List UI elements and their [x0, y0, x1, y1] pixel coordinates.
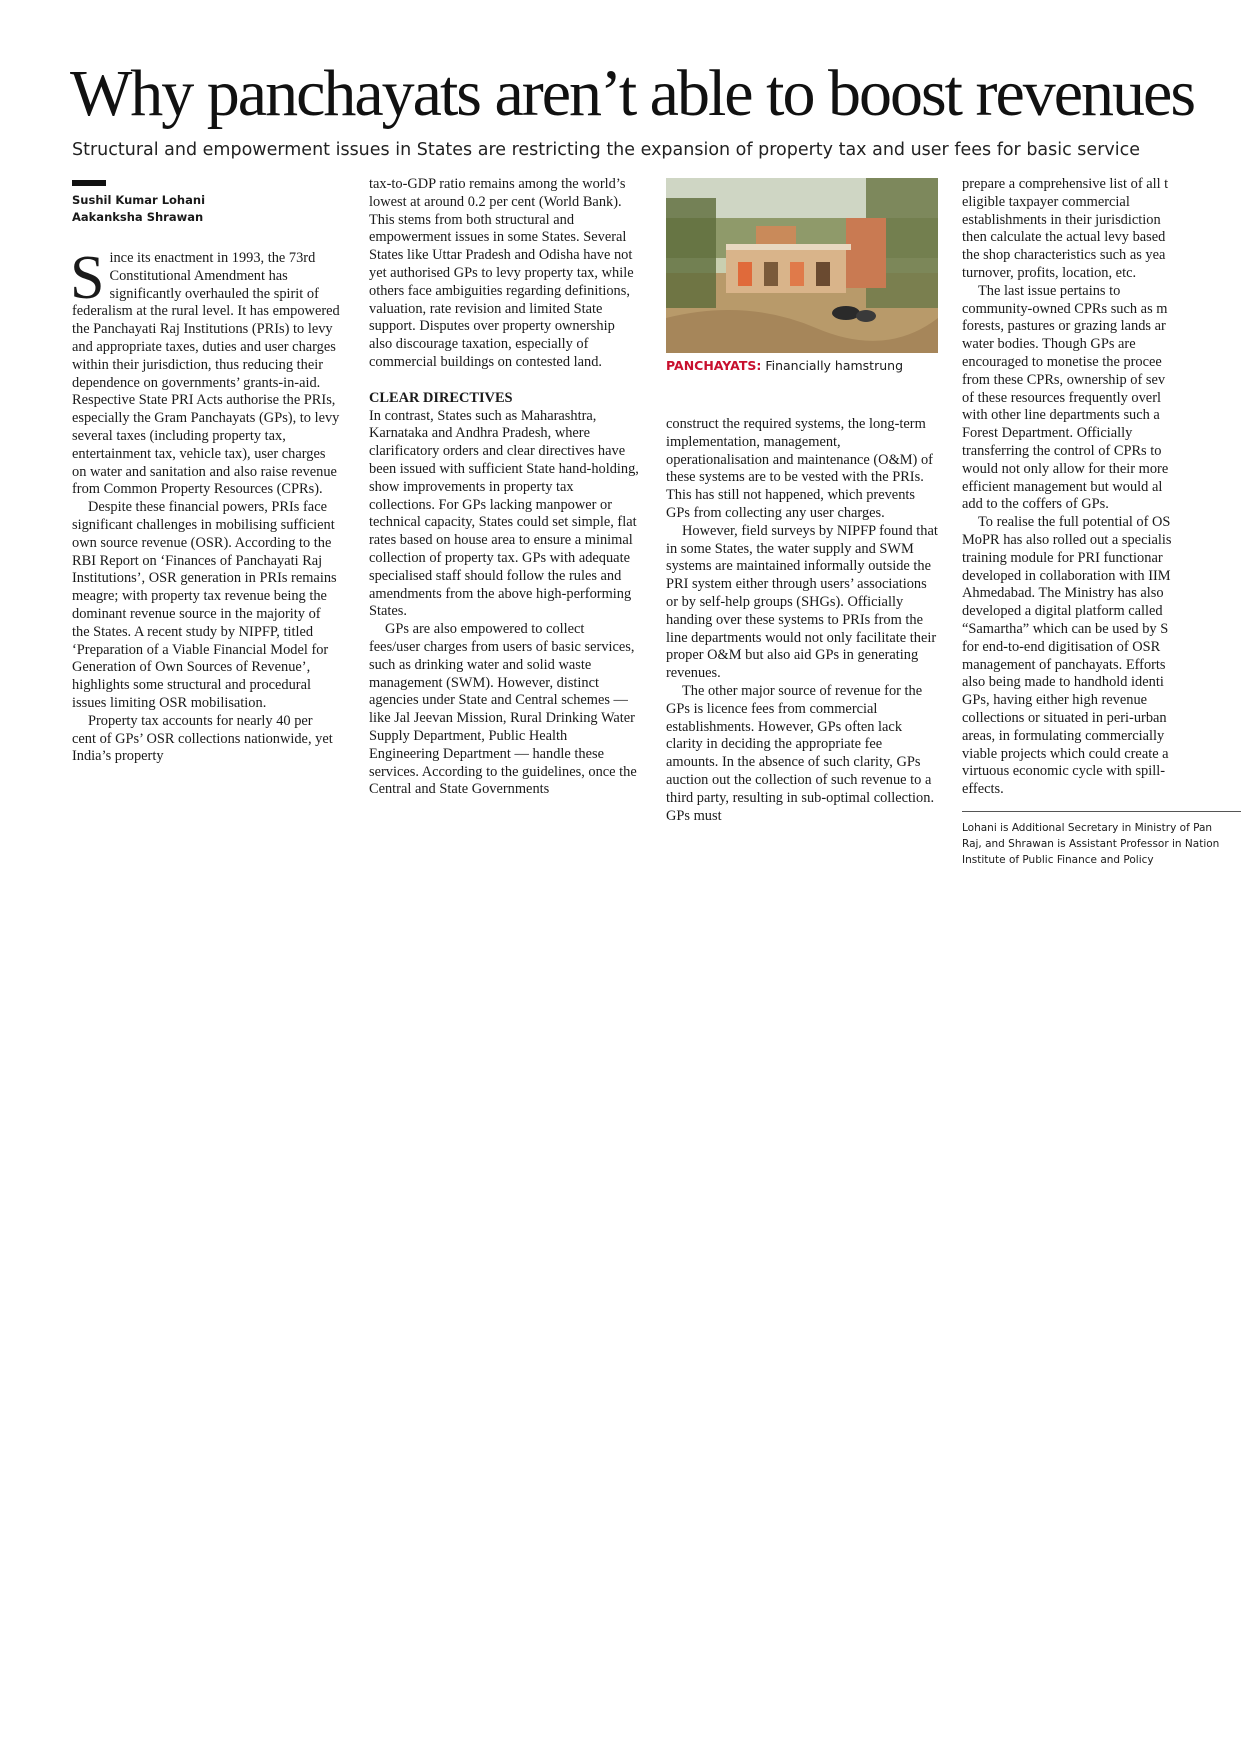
text-line: turnover, profits, location, etc.: [962, 264, 1137, 281]
text-line: areas, in formulating commercially: [962, 727, 1165, 744]
subhead: CLEAR DIRECTIVES: [369, 389, 513, 406]
paragraph: tax-to-GDP ratio remains among the world’s lowest at around 0.2 per cent (World Bank). This stems from both structural and empowerment issues in some States. Several States like Uttar Pradesh and Odisha have not yet authorised GPs to levy property tax, while others face ambiguities regarding definitions, valuation, rate revision and limited State support. Disputes over property ownership also discourage taxation, especially of commercial buildings on contested land.: [369, 176, 634, 370]
column-2: [369, 176, 639, 799]
text-line: add to the coffers of GPs.: [962, 496, 1109, 513]
author-bio: [962, 820, 1241, 868]
paragraph: Property tax accounts for nearly 40 per cent of GPs’ OSR collections nationwide, yet India’s property: [72, 712, 333, 765]
paragraph: Since its enactment in 1993, the 73rd Constitutional Amendment has significantly overhauled the spirit of federalism at the rural level. It has empowered the Panchayati Raj Institutions (PRIs) to levy and appropriate taxes, duties and user charges within their jurisdiction, thus reducing their dependence on governments’ grants-in-aid. Respective State PRI Acts authorise the PRIs, especially the Gram Panchayats (GPs), to levy several taxes (including property tax, entertainment tax, vehicle tax), user charges on water and sanitation and also raise revenue from Common Property Resources (CPRs).: [70, 244, 340, 498]
byline: [72, 192, 340, 226]
paragraph: construct the required systems, the long-term implementation, management, operationalisation and maintenance (O&M) of these systems are to be vested with the PRIs. This has still not happened, which prevents GPs from collecting any user charges.: [666, 416, 933, 521]
text-line: from these CPRs, ownership of sev: [962, 371, 1166, 388]
paragraph: The other major source of revenue for the GPs is licence fees from commercial establishments. However, GPs often lack clarity in deciding the appropriate fee amounts. In the absence of such clarity, GPs auction out the collection of such revenue to a third party, resulting in sub-optimal collection. GPs must: [666, 682, 935, 824]
byline-rule: [72, 180, 106, 186]
text-line: then calculate the actual levy based: [962, 229, 1166, 246]
text-line: also being made to handhold identi: [962, 674, 1164, 691]
author-name: Aakanksha Shrawan: [72, 210, 204, 224]
text-line: prepare a comprehensive list of all t: [962, 176, 1169, 192]
column-1: [72, 178, 340, 766]
text-line: efficient management but would al: [962, 478, 1163, 495]
text-line: community-owned CPRs such as m: [962, 300, 1168, 317]
text-line: virtuous economic cycle with spill-: [962, 763, 1166, 780]
text-line: collections or situated in peri-urban: [962, 709, 1167, 726]
author-name: Sushil Kumar Lohani: [72, 193, 206, 207]
text-line: developed a digital platform called: [962, 603, 1163, 620]
text-line: for end-to-end digitisation of OSR: [962, 638, 1161, 655]
text-line: MoPR has also rolled out a specialis: [962, 531, 1172, 548]
text-line: GPs, having either high revenue: [962, 692, 1148, 709]
column-3: [666, 416, 938, 825]
column-4-text: [962, 176, 1241, 799]
article-photo: [666, 178, 938, 353]
text-line: effects.: [962, 781, 1004, 798]
text-line: viable projects which could create a: [962, 745, 1169, 762]
caption-label: PANCHAYATS:: [666, 358, 762, 373]
text-line: Forest Department. Officially: [962, 425, 1133, 442]
text-line: eligible taxpayer commercial: [962, 193, 1130, 210]
text-line: developed in collaboration with IIM: [962, 567, 1171, 584]
village-photo-icon: [666, 178, 938, 353]
drop-cap: S: [70, 244, 105, 312]
paragraph: However, field surveys by NIPFP found that in some States, the water supply and SWM systems are maintained informally outside the PRI system either through users’ associations or by self-help groups (SHGs). Officially handing over these systems to PRIs from the line departments would not only facilitate their proper O&M but also aid GPs in generating revenues.: [666, 522, 938, 682]
column-4: [962, 176, 1241, 868]
text-line: with other line departments such a: [962, 407, 1160, 424]
bio-rule: [962, 811, 1241, 812]
text-line: The last issue pertains to: [978, 282, 1121, 299]
caption-text: Financially hamstrung: [761, 358, 904, 373]
deck: Structural and empowerment issues in States are restricting the expansion of property tax and user fees for basic service: [72, 140, 1140, 160]
headline: Why panchayats aren’t able to boost revenues: [70, 57, 1195, 130]
text-line: encouraged to monetise the procee: [962, 353, 1162, 370]
bio-line: Lohani is Additional Secretary in Ministry of Pan: [962, 821, 1213, 834]
paragraph: GPs are also empowered to collect fees/user charges from users of basic services, such as drinking water and solid waste management (SWM). However, distinct agencies under State and Central schemes — like Jal Jeevan Mission, Rural Drinking Water Supply Department, Public Health Engineering Department — handle these services. According to the guidelines, once the Central and State Governments: [369, 621, 637, 798]
text-line: training module for PRI functionar: [962, 549, 1163, 566]
text-line: transferring the control of CPRs to: [962, 442, 1162, 459]
text-line: forests, pastures or grazing lands ar: [962, 318, 1166, 335]
text-line: of these resources frequently overl: [962, 389, 1161, 406]
text-line: the shop characteristics such as yea: [962, 247, 1166, 264]
paragraph: Despite these financial powers, PRIs face significant challenges in mobilising sufficient own source revenue (OSR). According to the RBI Report on ‘Finances of Panchayati Raj Institutions’, OSR generation in PRIs remains meagre; with property tax revenue being the dominant revenue source in the majority of the States. A recent study by NIPFP, titled ‘Preparation of a Viable Financial Model for Generation of Own Sources of Revenue’, highlights some structural and procedural issues limiting OSR mobilisation.: [72, 499, 337, 711]
text-line: water bodies. Though GPs are: [962, 336, 1136, 353]
text-line: would not only allow for their more: [962, 460, 1169, 477]
text-line: management of panchayats. Efforts: [962, 656, 1166, 673]
photo-caption: [666, 358, 946, 374]
text-line: Ahmedabad. The Ministry has also: [962, 585, 1164, 602]
bio-line: Raj, and Shrawan is Assistant Professor in Nation: [962, 837, 1220, 850]
text-line: To realise the full potential of OS: [978, 514, 1171, 531]
bio-line: Institute of Public Finance and Policy: [962, 853, 1154, 866]
text-line: establishments in their jurisdiction: [962, 211, 1161, 228]
text-line: “Samartha” which can be used by S: [962, 620, 1169, 637]
paragraph: In contrast, States such as Maharashtra, Karnataka and Andhra Pradesh, where clarificatory orders and clear directives have been issued with sufficient State hand-holding, show improvements in property tax collections. For GPs lacking manpower or technical capacity, States could set simple, flat rates based on house area to ensure a minimal collection of property tax. GPs with adequate specialised staff should follow the rules and amendments from the above high-performing States.: [369, 407, 639, 620]
